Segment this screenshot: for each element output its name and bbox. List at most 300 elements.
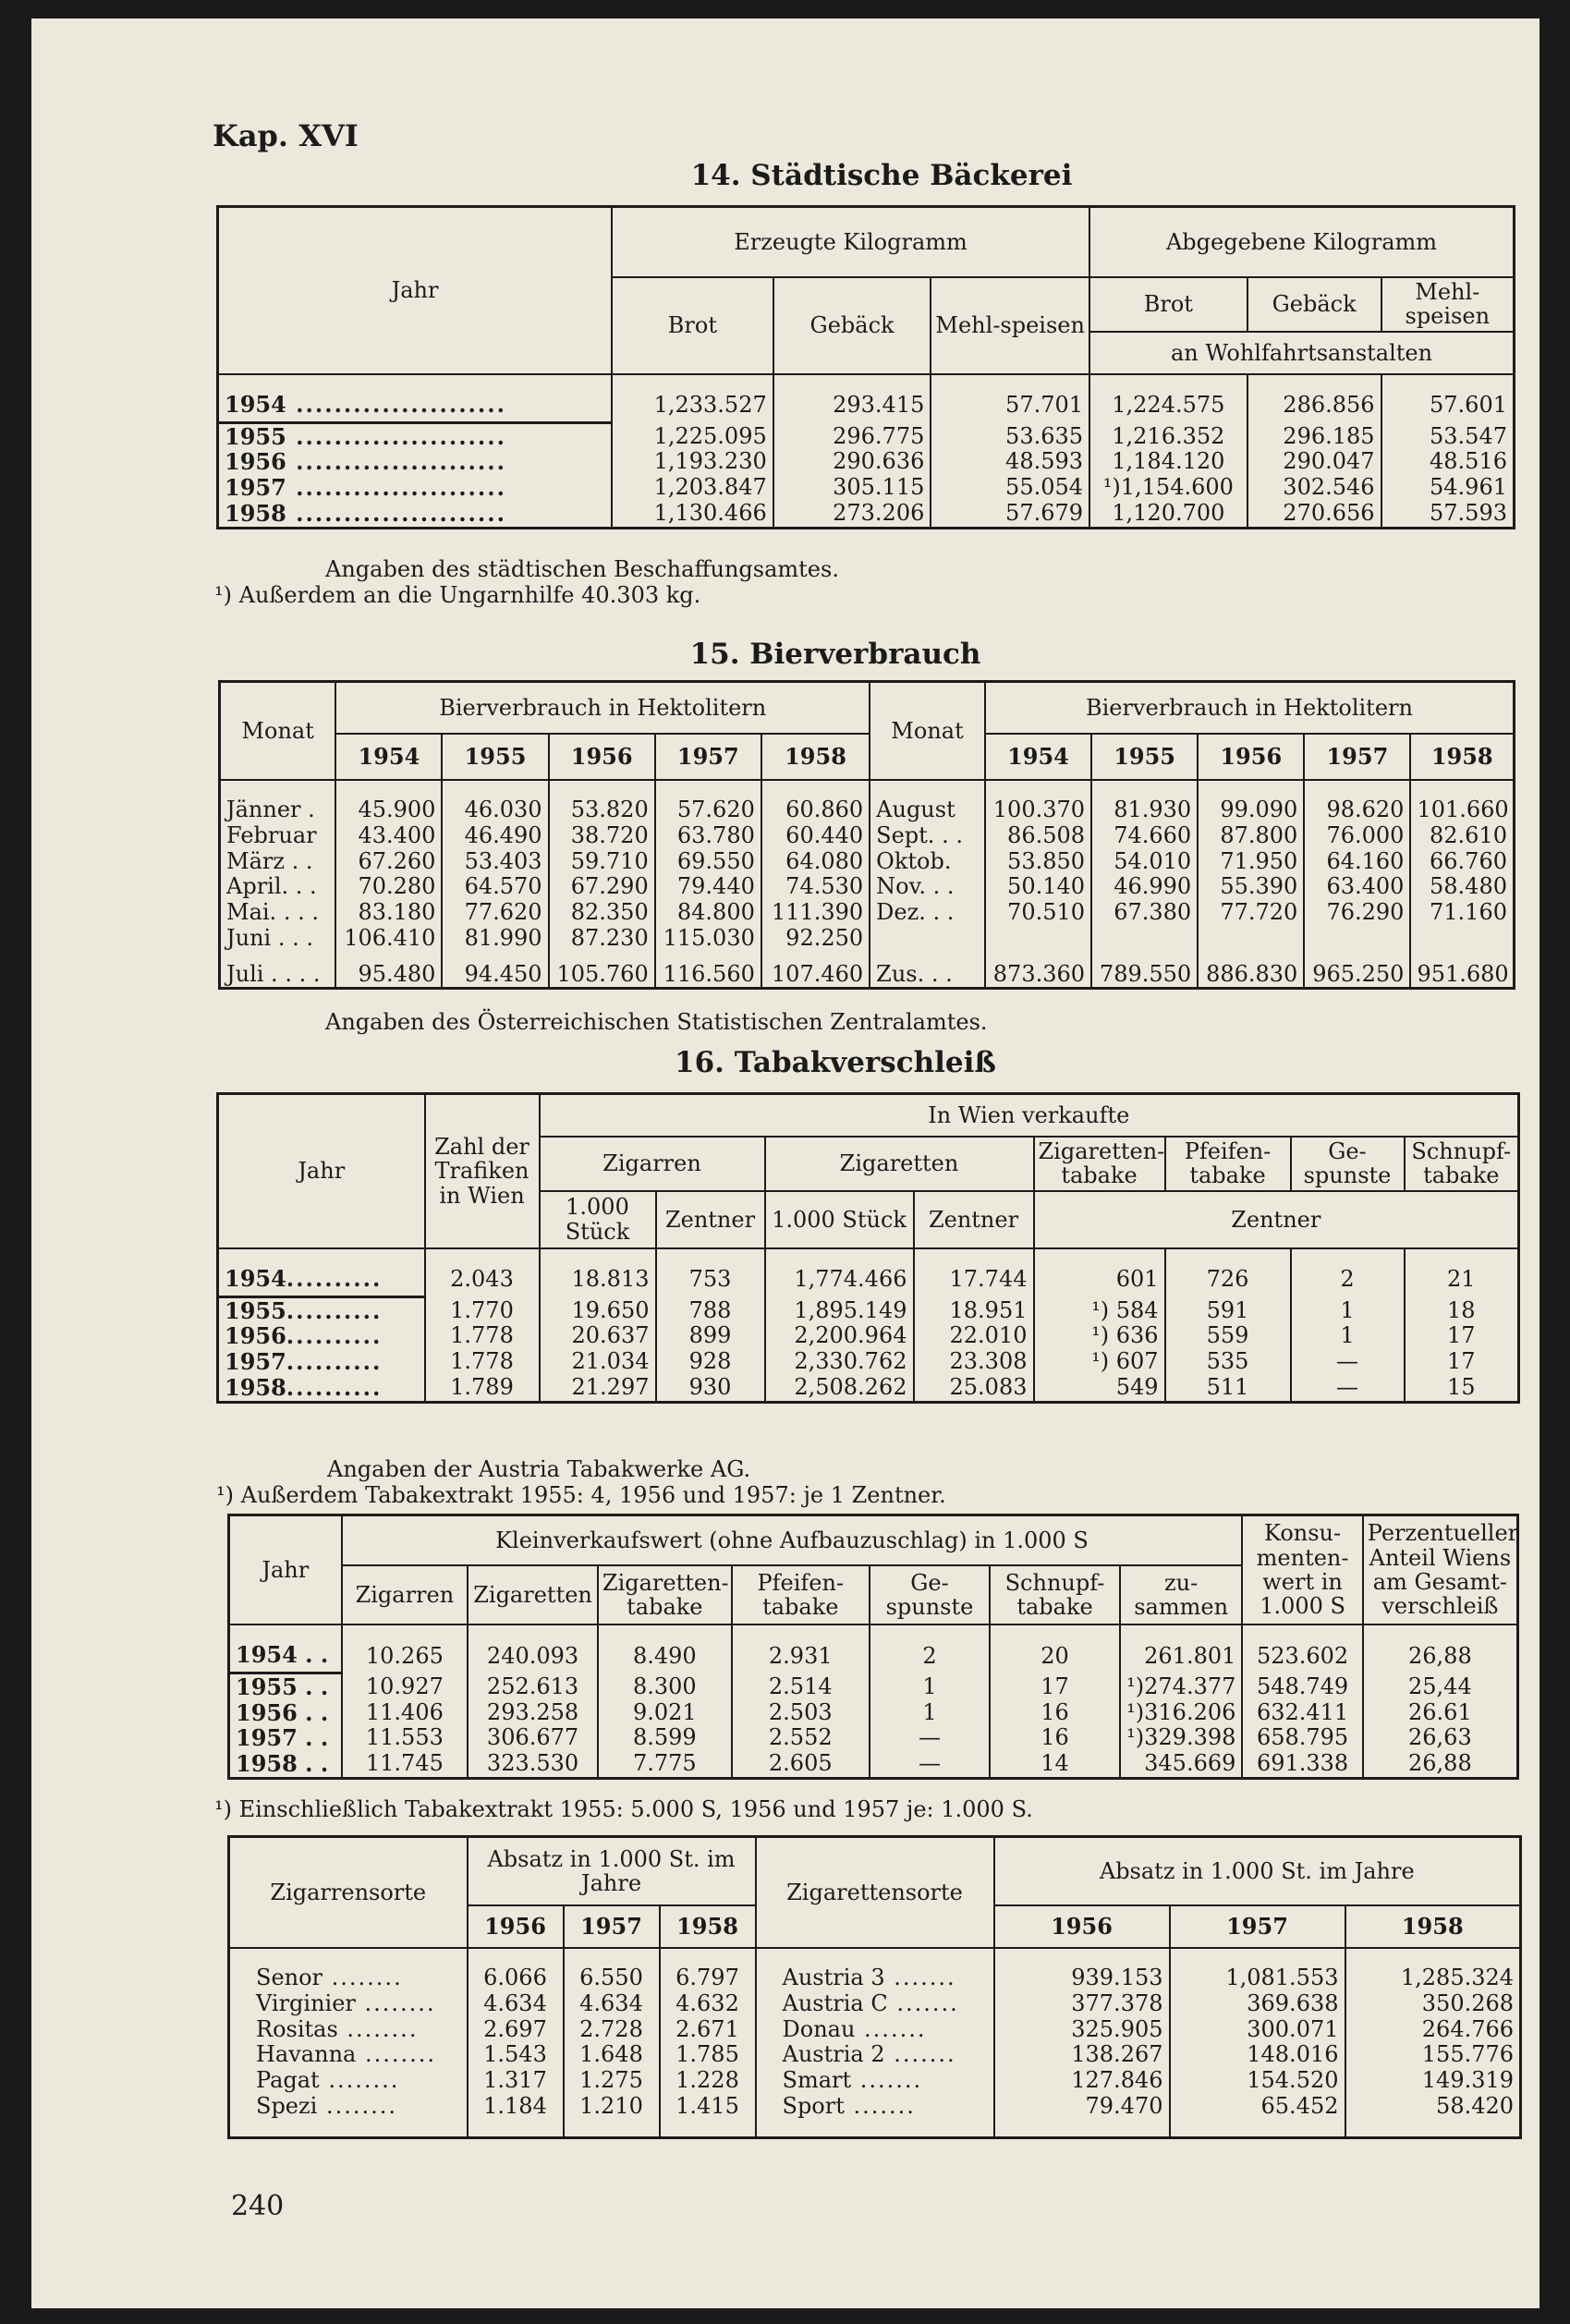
value-cell: 57.679 xyxy=(931,501,1089,528)
table-row xyxy=(218,1349,1519,1375)
table-17-retail-value xyxy=(227,1514,1519,1780)
value-cell: — xyxy=(870,1725,990,1751)
value-cell: 8.599 xyxy=(598,1725,732,1751)
row-year: 1955 ...................... xyxy=(225,422,506,450)
value-cell: 106.410 xyxy=(335,926,442,952)
value-cell: 70.510 xyxy=(985,900,1091,926)
chapter-label: Kap. XVI xyxy=(213,118,359,153)
value-cell: 1,285.324 xyxy=(1345,1965,1521,1991)
value-cell: 82.610 xyxy=(1410,823,1514,849)
value-cell: 290.636 xyxy=(773,449,931,475)
value-cell: 101.660 xyxy=(1410,797,1514,823)
row-year: 1956 ...................... xyxy=(225,448,506,476)
value-cell: 86.508 xyxy=(985,823,1091,849)
month-label: Nov. . . xyxy=(870,874,985,900)
value-cell: 76.000 xyxy=(1304,823,1410,849)
table-row xyxy=(229,1965,1521,1991)
row-year: 1958 . . xyxy=(236,1750,329,1778)
table-14-footnote: ¹) Außerdem an die Ungarnhilfe 40.303 kg. xyxy=(214,582,701,608)
value-cell: 930 xyxy=(656,1375,765,1402)
header-zigaretten: Zigaretten xyxy=(468,1565,598,1624)
value-cell: 2,508.262 xyxy=(765,1375,914,1402)
header-gespunste: Ge-spunste xyxy=(1291,1137,1405,1191)
table-row xyxy=(229,2042,1521,2068)
table-row xyxy=(218,1323,1519,1349)
month-label xyxy=(870,926,985,952)
document-page xyxy=(31,18,1540,2308)
value-cell: 94.450 xyxy=(442,952,548,989)
header-year: 1955 xyxy=(442,734,548,780)
row-year: 1958.......... xyxy=(225,1374,383,1402)
table-row xyxy=(220,926,1515,952)
value-cell: 1.778 xyxy=(425,1349,540,1375)
header-year: 1957 xyxy=(1304,734,1410,780)
header-verkaufte: In Wien verkaufte xyxy=(540,1094,1519,1138)
value-cell: 2,330.762 xyxy=(765,1349,914,1375)
header-year: 1954 xyxy=(335,734,442,780)
value-cell: 57.601 xyxy=(1381,392,1515,422)
value-cell: 1.228 xyxy=(660,2068,756,2094)
brand-label: Havanna xyxy=(256,2041,357,2068)
cigar-brand: Rositas ........ xyxy=(256,2015,419,2042)
brand-label: Austria 3 xyxy=(782,1965,885,1990)
value-cell: 4.634 xyxy=(468,1991,564,2017)
table-row xyxy=(229,1642,1518,1673)
value-cell: 377.378 xyxy=(994,1991,1170,2017)
value-cell: 58.480 xyxy=(1410,874,1514,900)
brand-label: Austria C xyxy=(782,1989,888,2016)
header-brot-abg: Brot xyxy=(1089,277,1247,332)
value-cell: 60.860 xyxy=(761,797,870,823)
value-cell: 951.680 xyxy=(1410,952,1514,989)
table-row xyxy=(229,1725,1518,1751)
brand-label: Senor xyxy=(256,1965,323,1990)
year-label: 1954 xyxy=(225,1264,286,1292)
row-year: 1954 ...................... xyxy=(218,392,613,422)
value-cell: 57.620 xyxy=(655,797,761,823)
header-zigaretten: Zigaretten xyxy=(765,1137,1034,1191)
value-cell: 535 xyxy=(1165,1349,1291,1375)
value-cell: 95.480 xyxy=(335,952,442,989)
table-14-title: 14. Städtische Bäckerei xyxy=(690,159,1073,192)
table-16-title: 16. Tabakverschleiß xyxy=(675,1046,996,1079)
value-cell: 46.990 xyxy=(1091,874,1198,900)
value-cell: 1,081.553 xyxy=(1170,1965,1345,1991)
value-cell: 4.634 xyxy=(564,1991,660,2017)
header-gespunste: Ge-spunste xyxy=(870,1565,990,1624)
year-label: 1955 xyxy=(225,422,286,450)
value-cell: 99.090 xyxy=(1198,797,1304,823)
value-cell: 1.415 xyxy=(660,2094,756,2120)
value-cell: 591 xyxy=(1165,1296,1291,1323)
value-cell: 2.503 xyxy=(732,1700,870,1726)
value-cell: 26,88 xyxy=(1363,1751,1518,1778)
month-label: Dez. . . xyxy=(870,900,985,926)
header-1000-stueck-2: 1.000 Stück xyxy=(765,1191,914,1248)
cigarette-brand: Austria 3 ....... xyxy=(756,1965,994,1991)
table-row xyxy=(229,1991,1521,2017)
header-1000-stueck: 1.000 Stück xyxy=(540,1191,656,1248)
header-jahr: Jahr xyxy=(218,207,613,374)
value-cell: 57.701 xyxy=(931,392,1089,422)
value-cell: 549 xyxy=(1034,1375,1165,1402)
value-cell: 22.010 xyxy=(914,1323,1034,1349)
page-number: 240 xyxy=(231,2190,285,2222)
value-cell: ¹)1,154.600 xyxy=(1089,475,1247,501)
value-cell: 293.415 xyxy=(773,392,931,422)
value-cell: 105.760 xyxy=(549,952,655,989)
row-year: 1954.......... xyxy=(218,1266,425,1296)
brand-label: Pagat xyxy=(256,2067,320,2094)
value-cell: 26.61 xyxy=(1363,1700,1518,1726)
value-cell: 1,233.527 xyxy=(612,392,773,422)
value-cell: 2 xyxy=(1291,1266,1405,1296)
cigarette-brand: Smart ....... xyxy=(756,2068,994,2094)
table-15-beer xyxy=(218,680,1515,990)
table-16-footnote: ¹) Außerdem Tabakextrakt 1955: 4, 1956 und 1957: je 1 Zentner. xyxy=(216,1482,946,1508)
value-cell: 2.552 xyxy=(732,1725,870,1751)
value-cell: 345.669 xyxy=(1120,1751,1243,1778)
value-cell: ¹)274.377 xyxy=(1120,1673,1243,1699)
table-row xyxy=(229,2017,1521,2043)
value-cell: 77.720 xyxy=(1198,900,1304,926)
value-cell: 300.071 xyxy=(1170,2017,1345,2043)
table-17-footnote: ¹) Einschließlich Tabakextrakt 1955: 5.000 S, 1956 und 1957 je: 1.000 S. xyxy=(214,1796,1033,1822)
value-cell: 7.775 xyxy=(598,1751,732,1778)
value-cell: 1,216.352 xyxy=(1089,422,1247,449)
value-cell: 928 xyxy=(656,1349,765,1375)
value-cell: 63.400 xyxy=(1304,874,1410,900)
year-label: 1958 xyxy=(225,500,286,528)
value-cell: 965.250 xyxy=(1304,952,1410,989)
value-cell: 25.083 xyxy=(914,1375,1034,1402)
value-cell: 76.290 xyxy=(1304,900,1410,926)
table-15-title: 15. Bierverbrauch xyxy=(689,638,981,671)
value-cell: 691.338 xyxy=(1242,1751,1362,1778)
value-cell: 15 xyxy=(1405,1375,1519,1402)
brand-label: Spezi xyxy=(256,2093,318,2120)
value-cell: 1,184.120 xyxy=(1089,449,1247,475)
value-cell xyxy=(1304,926,1410,952)
table-row xyxy=(229,1751,1518,1778)
table-14-bakery xyxy=(216,205,1515,529)
header-zigarrensorte: Zigarrensorte xyxy=(229,1837,468,1949)
value-cell: 8.490 xyxy=(598,1642,732,1673)
table-row xyxy=(218,1266,1519,1296)
value-cell: 1.789 xyxy=(425,1375,540,1402)
value-cell: 98.620 xyxy=(1304,797,1410,823)
value-cell: 886.830 xyxy=(1198,952,1304,989)
value-cell: 71.160 xyxy=(1410,900,1514,926)
value-cell: 53.635 xyxy=(931,422,1089,449)
value-cell: 1.785 xyxy=(660,2042,756,2068)
header-absatz-right: Absatz in 1.000 St. im Jahre xyxy=(994,1837,1521,1906)
cigarette-brand: Austria 2 ....... xyxy=(756,2042,994,2068)
value-cell: 788 xyxy=(656,1296,765,1323)
value-cell: 19.650 xyxy=(540,1296,656,1323)
value-cell: 789.550 xyxy=(1091,952,1198,989)
value-cell: 84.800 xyxy=(655,900,761,926)
value-cell: 18.813 xyxy=(540,1266,656,1296)
value-cell: 939.153 xyxy=(994,1965,1170,1991)
table-15-source: Angaben des Österreichischen Statistischen Zentralamtes. xyxy=(325,1009,988,1035)
value-cell: 46.030 xyxy=(442,797,548,823)
value-cell: 74.660 xyxy=(1091,823,1198,849)
value-cell: 6.797 xyxy=(660,1965,756,1991)
value-cell: 71.950 xyxy=(1198,849,1304,875)
table-row xyxy=(218,392,1515,422)
value-cell: 1,130.466 xyxy=(612,501,773,528)
value-cell: 53.850 xyxy=(985,849,1091,875)
header-zigarettentabake: Zigaretten-tabake xyxy=(598,1565,732,1624)
cigar-brand: Pagat ........ xyxy=(256,2067,400,2094)
header-abgegeben: Abgegebene Kilogramm xyxy=(1089,207,1514,278)
header-bier-right: Bierverbrauch in Hektolitern xyxy=(985,682,1515,735)
year-label: 1954 xyxy=(225,390,286,418)
value-cell: 23.308 xyxy=(914,1349,1034,1375)
value-cell: 726 xyxy=(1165,1266,1291,1296)
year-label: 1956 xyxy=(225,1322,286,1350)
value-cell: 1,895.149 xyxy=(765,1296,914,1323)
value-cell: 26,63 xyxy=(1363,1725,1518,1751)
value-cell: 632.411 xyxy=(1242,1700,1362,1726)
table-row xyxy=(218,422,1515,449)
row-year: 1955 . . xyxy=(236,1673,329,1700)
value-cell: 53.820 xyxy=(549,797,655,823)
value-cell: 11.553 xyxy=(342,1725,469,1751)
table-16-tobacco xyxy=(216,1092,1520,1404)
value-cell: 1,193.230 xyxy=(612,449,773,475)
cigarette-brand: Donau ....... xyxy=(756,2017,994,2043)
value-cell: 69.550 xyxy=(655,849,761,875)
value-cell: 63.780 xyxy=(655,823,761,849)
cigar-brand: Havanna ........ xyxy=(256,2041,436,2068)
value-cell: 57.593 xyxy=(1381,501,1515,528)
month-label: Oktob. xyxy=(870,849,985,875)
value-cell: 2.671 xyxy=(660,2017,756,2043)
value-cell: 1,225.095 xyxy=(612,422,773,449)
value-cell: 18 xyxy=(1405,1296,1519,1323)
header-anteil: Perzentueller Anteil Wiens am Gesamt-verschleiß xyxy=(1363,1515,1518,1625)
month-label: August xyxy=(870,797,985,823)
table-row xyxy=(220,952,1515,989)
value-cell: 1,774.466 xyxy=(765,1266,914,1296)
value-cell: 46.490 xyxy=(442,823,548,849)
value-cell: 2.605 xyxy=(732,1751,870,1778)
value-cell: ¹)329.398 xyxy=(1120,1725,1243,1751)
cigarette-brand: Sport ....... xyxy=(756,2094,994,2120)
value-cell: 21.297 xyxy=(540,1375,656,1402)
value-cell: 54.010 xyxy=(1091,849,1198,875)
value-cell: 48.516 xyxy=(1381,449,1515,475)
year-label: 1958 xyxy=(225,1374,286,1402)
row-year: 1957 ...................... xyxy=(225,474,506,502)
value-cell: 83.180 xyxy=(335,900,442,926)
value-cell: 25,44 xyxy=(1363,1673,1518,1699)
table-row xyxy=(220,849,1515,875)
header-jahr: Jahr xyxy=(218,1094,425,1248)
value-cell: 1 xyxy=(870,1700,990,1726)
month-label: Zus. . . xyxy=(870,952,985,989)
value-cell xyxy=(1410,926,1514,952)
value-cell: 1.184 xyxy=(468,2094,564,2120)
cigar-brand: Virginier ........ xyxy=(256,1989,436,2016)
value-cell: 10.265 xyxy=(342,1642,469,1673)
value-cell: 9.021 xyxy=(598,1700,732,1726)
cigar-brand: Spezi ........ xyxy=(256,2093,397,2120)
value-cell: 511 xyxy=(1165,1375,1291,1402)
value-cell: 601 xyxy=(1034,1266,1165,1296)
table-row xyxy=(218,449,1515,475)
value-cell: 55.390 xyxy=(1198,874,1304,900)
header-zigarettensorte: Zigarettensorte xyxy=(756,1837,994,1949)
value-cell: 252.613 xyxy=(468,1673,598,1699)
header-kleinverkaufswert: Kleinverkaufswert (ohne Aufbauzuschlag) in 1.000 S xyxy=(342,1515,1243,1566)
header-gebaeck-abg: Gebäck xyxy=(1247,277,1381,332)
header-year: 1957 xyxy=(1170,1905,1345,1948)
value-cell: 2.514 xyxy=(732,1673,870,1699)
value-cell: 306.677 xyxy=(468,1725,598,1751)
brand-label: Smart xyxy=(782,2067,852,2094)
row-year: 1956.......... xyxy=(225,1322,383,1350)
year-label: 1957 xyxy=(225,1348,286,1376)
header-year: 1957 xyxy=(655,734,761,780)
header-schnupftabake: Schnupf-tabake xyxy=(990,1565,1120,1624)
value-cell: 261.801 xyxy=(1120,1642,1243,1673)
value-cell: 38.720 xyxy=(549,823,655,849)
value-cell: ¹)316.206 xyxy=(1120,1700,1243,1726)
header-zigarettentabake: Zigaretten-tabake xyxy=(1034,1137,1165,1191)
header-year: 1958 xyxy=(1345,1905,1521,1948)
value-cell: 658.795 xyxy=(1242,1725,1362,1751)
value-cell: 70.280 xyxy=(335,874,442,900)
value-cell: 155.776 xyxy=(1345,2042,1521,2068)
month-label: April. . . xyxy=(226,873,317,900)
value-cell: 10.927 xyxy=(342,1673,469,1699)
value-cell: 58.420 xyxy=(1345,2094,1521,2120)
value-cell: — xyxy=(1291,1375,1405,1402)
month-label: Februar xyxy=(226,821,317,848)
value-cell: 45.900 xyxy=(335,797,442,823)
value-cell: 64.160 xyxy=(1304,849,1410,875)
brand-label: Donau xyxy=(782,2015,856,2042)
value-cell: 1.770 xyxy=(425,1296,540,1323)
value-cell: 523.602 xyxy=(1242,1642,1362,1673)
value-cell: 17 xyxy=(1405,1349,1519,1375)
table-14-source: Angaben des städtischen Beschaffungsamtes. xyxy=(325,556,839,582)
value-cell: 17.744 xyxy=(914,1266,1034,1296)
header-year: 1958 xyxy=(1410,734,1514,780)
value-cell: 753 xyxy=(656,1266,765,1296)
value-cell: 67.380 xyxy=(1091,900,1198,926)
value-cell: 26,88 xyxy=(1363,1642,1518,1673)
month-label: Juli . . . . xyxy=(226,960,321,987)
header-monat-right: Monat xyxy=(870,682,985,781)
value-cell xyxy=(985,926,1091,952)
table-row xyxy=(229,1673,1518,1699)
header-year: 1956 xyxy=(468,1905,564,1948)
table-row xyxy=(218,475,1515,501)
value-cell: 64.080 xyxy=(761,849,870,875)
header-year: 1956 xyxy=(549,734,655,780)
table-row xyxy=(220,874,1515,900)
value-cell: 116.560 xyxy=(655,952,761,989)
value-cell xyxy=(1091,926,1198,952)
header-schnupftabake: Schnupf-tabake xyxy=(1405,1137,1519,1191)
value-cell: 240.093 xyxy=(468,1642,598,1673)
value-cell: 1,224.575 xyxy=(1089,392,1247,422)
value-cell: 2 xyxy=(870,1642,990,1673)
month-label: Juni . . . xyxy=(226,925,313,952)
value-cell: 273.206 xyxy=(773,501,931,528)
value-cell: 81.990 xyxy=(442,926,548,952)
header-absatz-left: Absatz in 1.000 St. im Jahre xyxy=(468,1837,756,1906)
brand-label: Virginier xyxy=(256,1989,356,2016)
value-cell: 59.710 xyxy=(549,849,655,875)
value-cell: 87.800 xyxy=(1198,823,1304,849)
value-cell: 1.543 xyxy=(468,2042,564,2068)
value-cell: 55.054 xyxy=(931,475,1089,501)
value-cell: 111.390 xyxy=(761,900,870,926)
header-zusammen: zu-sammen xyxy=(1120,1565,1243,1624)
header-year: 1955 xyxy=(1091,734,1198,780)
header-gebaeck: Gebäck xyxy=(773,277,931,374)
value-cell: 270.656 xyxy=(1247,501,1381,528)
year-label: 1955 xyxy=(225,1296,286,1324)
month-label: März . . xyxy=(226,847,313,874)
row-year: 1956 . . xyxy=(236,1698,329,1726)
value-cell: 53.547 xyxy=(1381,422,1515,449)
header-year: 1957 xyxy=(564,1905,660,1948)
value-cell: ¹) 584 xyxy=(1034,1296,1165,1323)
header-year: 1956 xyxy=(994,1905,1170,1948)
value-cell: ¹) 636 xyxy=(1034,1323,1165,1349)
header-wohlfahrt: an Wohlfahrtsanstalten xyxy=(1089,332,1514,374)
value-cell: 53.403 xyxy=(442,849,548,875)
value-cell: 54.961 xyxy=(1381,475,1515,501)
value-cell: 21 xyxy=(1405,1266,1519,1296)
header-pfeifentabake: Pfeifen-tabake xyxy=(732,1565,870,1624)
value-cell: 79.440 xyxy=(655,874,761,900)
value-cell: 100.370 xyxy=(985,797,1091,823)
value-cell: 8.300 xyxy=(598,1673,732,1699)
value-cell: 82.350 xyxy=(549,900,655,926)
month-label: Jänner . xyxy=(226,797,315,822)
value-cell: 11.745 xyxy=(342,1751,469,1778)
brand-label: Rositas xyxy=(256,2015,338,2042)
value-cell: 65.452 xyxy=(1170,2094,1345,2120)
value-cell: ¹) 607 xyxy=(1034,1349,1165,1375)
value-cell: 74.530 xyxy=(761,874,870,900)
value-cell: 92.250 xyxy=(761,926,870,952)
value-cell: 20.637 xyxy=(540,1323,656,1349)
value-cell: 21.034 xyxy=(540,1349,656,1375)
value-cell: 48.593 xyxy=(931,449,1089,475)
value-cell: 115.030 xyxy=(655,926,761,952)
header-erzeugt: Erzeugte Kilogramm xyxy=(612,207,1089,278)
brand-label: Austria 2 xyxy=(782,2041,885,2068)
cigar-brand: Senor ........ xyxy=(256,1965,403,1990)
month-label: Mai. . . . xyxy=(226,899,319,926)
table-row xyxy=(220,797,1515,823)
value-cell: 81.930 xyxy=(1091,797,1198,823)
value-cell: 67.260 xyxy=(335,849,442,875)
value-cell: 1.648 xyxy=(564,2042,660,2068)
value-cell: 2.728 xyxy=(564,2017,660,2043)
value-cell: 66.760 xyxy=(1410,849,1514,875)
value-cell: 16 xyxy=(990,1725,1120,1751)
value-cell: 79.470 xyxy=(994,2094,1170,2120)
